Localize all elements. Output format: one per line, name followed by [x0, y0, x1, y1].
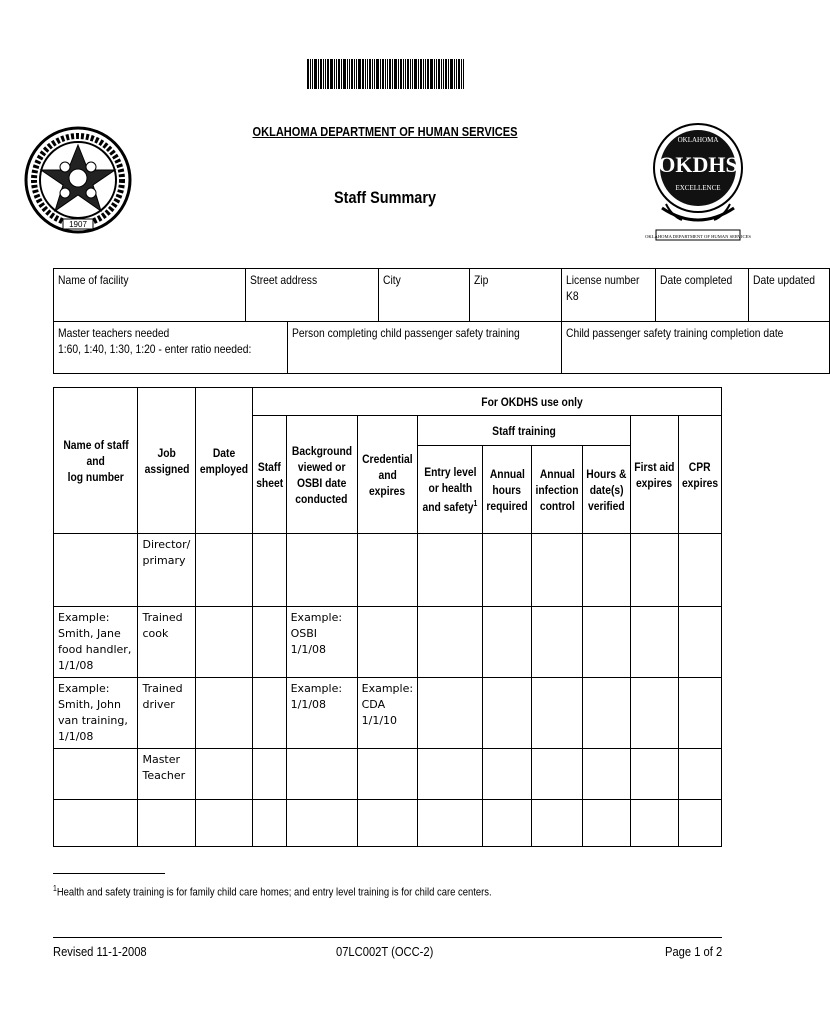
row5-annual-inf-cell[interactable] — [531, 800, 582, 847]
table-row — [54, 607, 722, 678]
row4-sheet-cell[interactable] — [253, 749, 287, 800]
row1-job-cell[interactable] — [138, 534, 196, 607]
row3-hours-dates-cell[interactable] — [582, 678, 630, 749]
row3-credential: Example: CDA 1/1/10 — [361, 682, 414, 727]
col-sheet-line1: Staff — [257, 459, 281, 474]
col-credential-line1: Credential — [362, 451, 413, 466]
row1-credential-cell[interactable] — [357, 534, 417, 607]
table-row — [54, 749, 722, 800]
barcode-bar — [336, 59, 337, 89]
row3-first-aid-cell[interactable] — [631, 678, 679, 749]
footnote — [53, 884, 563, 899]
row4-credential-cell[interactable] — [357, 749, 417, 800]
date-completed-label: Date completed — [660, 273, 733, 287]
barcode-bar — [441, 59, 442, 89]
col-hours-dates-line3: verified — [588, 498, 625, 513]
barcode-bar — [438, 59, 440, 89]
logo-main-text: OKDHS — [658, 152, 738, 177]
barcode-bar — [369, 59, 371, 89]
master-teachers-field[interactable] — [54, 322, 288, 374]
barcode-bar — [448, 59, 449, 89]
footnote-divider — [53, 873, 165, 874]
row5-credential-cell[interactable] — [357, 800, 417, 847]
col-entry-line3: and safety — [422, 500, 474, 514]
barcode-bar — [405, 59, 406, 89]
row5-cpr-cell[interactable] — [678, 800, 721, 847]
col-date-header — [196, 388, 253, 534]
row2-background: Example: OSBI 1/1/08 — [290, 611, 343, 656]
barcode-bar — [458, 59, 460, 89]
city-field[interactable] — [379, 269, 470, 322]
row1-entry-cell[interactable] — [418, 534, 483, 607]
barcode-bar — [392, 59, 393, 89]
facility-info-table — [53, 268, 830, 374]
table-row — [54, 534, 722, 607]
col-cpr-line1: CPR — [688, 459, 711, 474]
row5-hours-dates-cell[interactable] — [582, 800, 630, 847]
col-hours-dates-line2: date(s) — [589, 482, 624, 497]
barcode-bar — [356, 59, 357, 89]
barcode-bar — [450, 59, 453, 89]
barcode-bar — [323, 59, 324, 89]
row2-job: Trained cook — [142, 611, 183, 640]
col-background-line1: Background — [291, 443, 352, 458]
barcode-bar — [398, 59, 399, 89]
row1-annual-inf-cell[interactable] — [531, 534, 582, 607]
row1-cpr-cell[interactable] — [678, 534, 721, 607]
row5-date-cell[interactable] — [196, 800, 253, 847]
facility-name-label: Name of facility — [58, 273, 129, 287]
barcode-bar — [320, 59, 322, 89]
row3-name: Example: Smith, John van training, 1/1/08 — [58, 682, 128, 743]
row4-job-cell[interactable] — [138, 749, 196, 800]
barcode-bar — [407, 59, 409, 89]
col-background-line2: viewed or — [297, 459, 346, 474]
col-hours-dates-line1: Hours & — [586, 466, 627, 481]
barcode-bar — [338, 59, 340, 89]
date-completed-field[interactable] — [656, 269, 749, 322]
row2-job-cell[interactable] — [138, 607, 196, 678]
ratio-label: 1:60, 1:40, 1:30, 1:20 - enter ratio needed: — [58, 342, 252, 356]
row5-first-aid-cell[interactable] — [631, 800, 679, 847]
row3-name-cell[interactable] — [54, 678, 138, 749]
staff-training-label: Staff training — [492, 423, 556, 438]
col-date-line2: employed — [199, 461, 249, 476]
barcode-bar — [310, 59, 311, 89]
row5-annual-hours-cell[interactable] — [482, 800, 531, 847]
barcode-bar — [325, 59, 326, 89]
barcode-bar — [380, 59, 381, 89]
col-annual-inf-line3: control — [539, 498, 575, 513]
col-background-line4: conducted — [295, 491, 348, 506]
col-name-line1: Name of staff — [63, 437, 129, 452]
barcode-bar — [367, 59, 368, 89]
row3-job-cell[interactable] — [138, 678, 196, 749]
zip-field[interactable] — [470, 269, 561, 322]
okdhs-logo — [645, 120, 751, 250]
barcode-bar — [347, 59, 348, 89]
barcode-bar — [327, 59, 329, 89]
row2-first-aid-cell[interactable] — [631, 607, 679, 678]
row5-job-cell[interactable] — [138, 800, 196, 847]
barcode-bar — [456, 59, 457, 89]
col-annual-hours-line1: Annual — [489, 466, 525, 481]
barcode-bar — [318, 59, 319, 89]
barcode-bar — [354, 59, 355, 89]
row1-annual-hours-cell[interactable] — [482, 534, 531, 607]
logo-top-text: OKLAHOMA — [677, 136, 719, 144]
col-first-aid-header — [631, 416, 679, 534]
license-number-field[interactable] — [561, 269, 655, 322]
page-number — [665, 944, 732, 959]
col-annual-infection-header — [531, 446, 582, 534]
staff-training-header — [418, 416, 631, 446]
street-address-field[interactable] — [245, 269, 378, 322]
row1-job: Director/ primary — [142, 538, 191, 567]
barcode-bar — [463, 59, 464, 89]
license-number-label: License number — [565, 273, 640, 287]
row4-background-cell[interactable] — [286, 749, 357, 800]
barcode-bar — [387, 59, 388, 89]
barcode-bar — [425, 59, 426, 89]
row3-background-cell[interactable] — [286, 678, 357, 749]
barcode-bar — [430, 59, 433, 89]
col-annual-hours-line2: hours — [492, 482, 522, 497]
facility-name-field[interactable] — [54, 269, 246, 322]
col-cpr-line2: expires — [681, 475, 718, 490]
row3-annual-inf-cell[interactable] — [531, 678, 582, 749]
col-annual-inf-line1: Annual — [539, 466, 575, 481]
cps-date-label: Child passenger safety training completion date — [565, 326, 784, 340]
barcode-bar — [374, 59, 375, 89]
col-name-header — [54, 388, 138, 534]
table-row — [54, 800, 722, 847]
row2-name: Example: Smith, Jane food handler, 1/1/08 — [58, 611, 132, 672]
row4-date-cell[interactable] — [196, 749, 253, 800]
row2-cpr-cell[interactable] — [678, 607, 721, 678]
row4-first-aid-cell[interactable] — [631, 749, 679, 800]
row3-annual-hours-cell[interactable] — [482, 678, 531, 749]
row5-entry-cell[interactable] — [418, 800, 483, 847]
table-row — [54, 678, 722, 749]
person-completing-field[interactable] — [287, 322, 561, 374]
col-job-header — [138, 388, 196, 534]
barcode-bar — [445, 59, 447, 89]
barcode-bar — [358, 59, 361, 89]
barcode-bar — [376, 59, 379, 89]
form-number — [336, 944, 449, 959]
barcode-bar — [423, 59, 424, 89]
barcode-bar — [343, 59, 346, 89]
col-credential-line2: and — [378, 467, 397, 482]
state-seal-icon — [23, 115, 133, 250]
row2-sheet-cell[interactable] — [253, 607, 287, 678]
col-annual-hours-line3: required — [486, 498, 528, 513]
col-first-aid-line1: First aid — [634, 459, 675, 474]
row2-credential-cell[interactable] — [357, 607, 417, 678]
row1-background-cell[interactable] — [286, 534, 357, 607]
barcode-bar — [389, 59, 391, 89]
barcode-bar — [443, 59, 444, 89]
footnote-ref: 1 — [473, 499, 478, 508]
person-completing-label: Person completing child passenger safety training — [291, 326, 520, 340]
row1-sheet-cell[interactable] — [253, 534, 287, 607]
date-updated-label: Date updated — [753, 273, 816, 287]
barcode-bar — [412, 59, 413, 89]
barcode — [307, 59, 479, 89]
date-updated-field[interactable] — [749, 269, 830, 322]
agency-title: OKLAHOMA DEPARTMENT OF HUMAN SERVICES — [252, 124, 518, 139]
svg-text:1907: 1907 — [69, 220, 87, 229]
city-label: City — [383, 273, 401, 287]
row4-hours-dates-cell[interactable] — [582, 749, 630, 800]
row5-background-cell[interactable] — [286, 800, 357, 847]
form-title: Staff Summary — [334, 188, 436, 207]
row2-date-cell[interactable] — [196, 607, 253, 678]
col-cpr-header — [678, 416, 721, 534]
row4-name-cell[interactable] — [54, 749, 138, 800]
barcode-bar — [351, 59, 353, 89]
row1-name-cell[interactable] — [54, 534, 138, 607]
page-number-text: Page 1 of 2 — [665, 944, 723, 959]
logo-caption: OKLAHOMA DEPARTMENT OF HUMAN SERVICES — [645, 234, 751, 239]
col-background-line3: OSBI date — [296, 475, 347, 490]
row1-hours-dates-cell[interactable] — [582, 534, 630, 607]
col-credential-header — [357, 416, 417, 534]
row1-date-cell[interactable] — [196, 534, 253, 607]
col-credential-line3: expires — [369, 483, 406, 498]
col-entry-header — [418, 446, 483, 534]
master-teachers-label: Master teachers needed — [58, 326, 170, 340]
col-job-line2: assigned — [144, 461, 190, 476]
col-date-line1: Date — [212, 445, 236, 460]
row4-entry-cell[interactable] — [418, 749, 483, 800]
col-name-line3: log number — [67, 469, 124, 484]
col-hours-dates-header — [582, 446, 630, 534]
col-entry-line2: or health — [428, 481, 472, 495]
revised-date-text: Revised 11-1-2008 — [53, 944, 147, 959]
col-sheet-line2: sheet — [255, 475, 283, 490]
barcode-bar — [330, 59, 333, 89]
col-entry-line1: Entry level — [423, 465, 477, 479]
barcode-bar — [461, 59, 462, 89]
row3-entry-cell[interactable] — [418, 678, 483, 749]
revised-date — [53, 944, 162, 959]
row3-job: Trained driver — [142, 682, 183, 711]
footnote-text: Health and safety training is for family child care homes; and entry level training is for child care centers. — [56, 886, 492, 899]
barcode-bar — [420, 59, 422, 89]
barcode-bar — [394, 59, 397, 89]
row2-annual-hours-cell[interactable] — [482, 607, 531, 678]
barcode-bar — [410, 59, 411, 89]
row2-entry-cell[interactable] — [418, 607, 483, 678]
barcode-bar — [434, 59, 435, 89]
row3-background: Example: 1/1/08 — [290, 682, 343, 711]
barcode-bar — [382, 59, 384, 89]
zip-label: Zip — [474, 273, 489, 287]
barcode-bar — [349, 59, 350, 89]
barcode-bar — [385, 59, 386, 89]
barcode-bar — [372, 59, 373, 89]
footer-divider — [53, 937, 722, 938]
col-sheet-header — [253, 416, 287, 534]
barcode-bar — [400, 59, 402, 89]
col-job-line1: Job — [157, 445, 176, 460]
barcode-bar — [312, 59, 313, 89]
barcode-bar — [307, 59, 309, 89]
street-address-label: Street address — [249, 273, 318, 287]
row4-annual-inf-cell[interactable] — [531, 749, 582, 800]
barcode-bar — [436, 59, 437, 89]
barcode-bar — [427, 59, 429, 89]
row1-first-aid-cell[interactable] — [631, 534, 679, 607]
barcode-bar — [362, 59, 364, 89]
row4-cpr-cell[interactable] — [678, 749, 721, 800]
barcode-bar — [334, 59, 335, 89]
okdhs-use-only-header — [253, 388, 722, 416]
okdhs-use-only-label: For OKDHS use only — [481, 394, 583, 409]
footnote-mark: 1 — [53, 884, 57, 893]
col-annual-hours-header — [482, 446, 531, 534]
logo-bottom-text: EXCELLENCE — [675, 184, 721, 192]
col-first-aid-line2: expires — [636, 475, 673, 490]
form-number-text: 07LC002T (OCC-2) — [336, 944, 434, 959]
col-background-header — [286, 416, 357, 534]
barcode-bar — [314, 59, 317, 89]
row5-name-cell[interactable] — [54, 800, 138, 847]
row3-sheet-cell[interactable] — [253, 678, 287, 749]
row5-sheet-cell[interactable] — [253, 800, 287, 847]
barcode-bar — [365, 59, 366, 89]
barcode-bar — [414, 59, 417, 89]
col-name-line2: and — [86, 453, 105, 468]
staff-table — [53, 387, 722, 847]
row4-job: Master Teacher — [142, 753, 186, 782]
barcode-bar — [454, 59, 455, 89]
row3-credential-cell[interactable] — [357, 678, 417, 749]
barcode-bar — [403, 59, 404, 89]
barcode-bar — [418, 59, 419, 89]
row4-annual-hours-cell[interactable] — [482, 749, 531, 800]
cps-date-field[interactable] — [561, 322, 830, 374]
col-annual-inf-line2: infection — [535, 482, 579, 497]
row2-name-cell[interactable] — [54, 607, 138, 678]
row2-background-cell[interactable] — [286, 607, 357, 678]
license-prefix: K8 — [565, 289, 579, 303]
barcode-bar — [341, 59, 342, 89]
row3-date-cell[interactable] — [196, 678, 253, 749]
row2-hours-dates-cell[interactable] — [582, 607, 630, 678]
row3-cpr-cell[interactable] — [678, 678, 721, 749]
row2-annual-inf-cell[interactable] — [531, 607, 582, 678]
